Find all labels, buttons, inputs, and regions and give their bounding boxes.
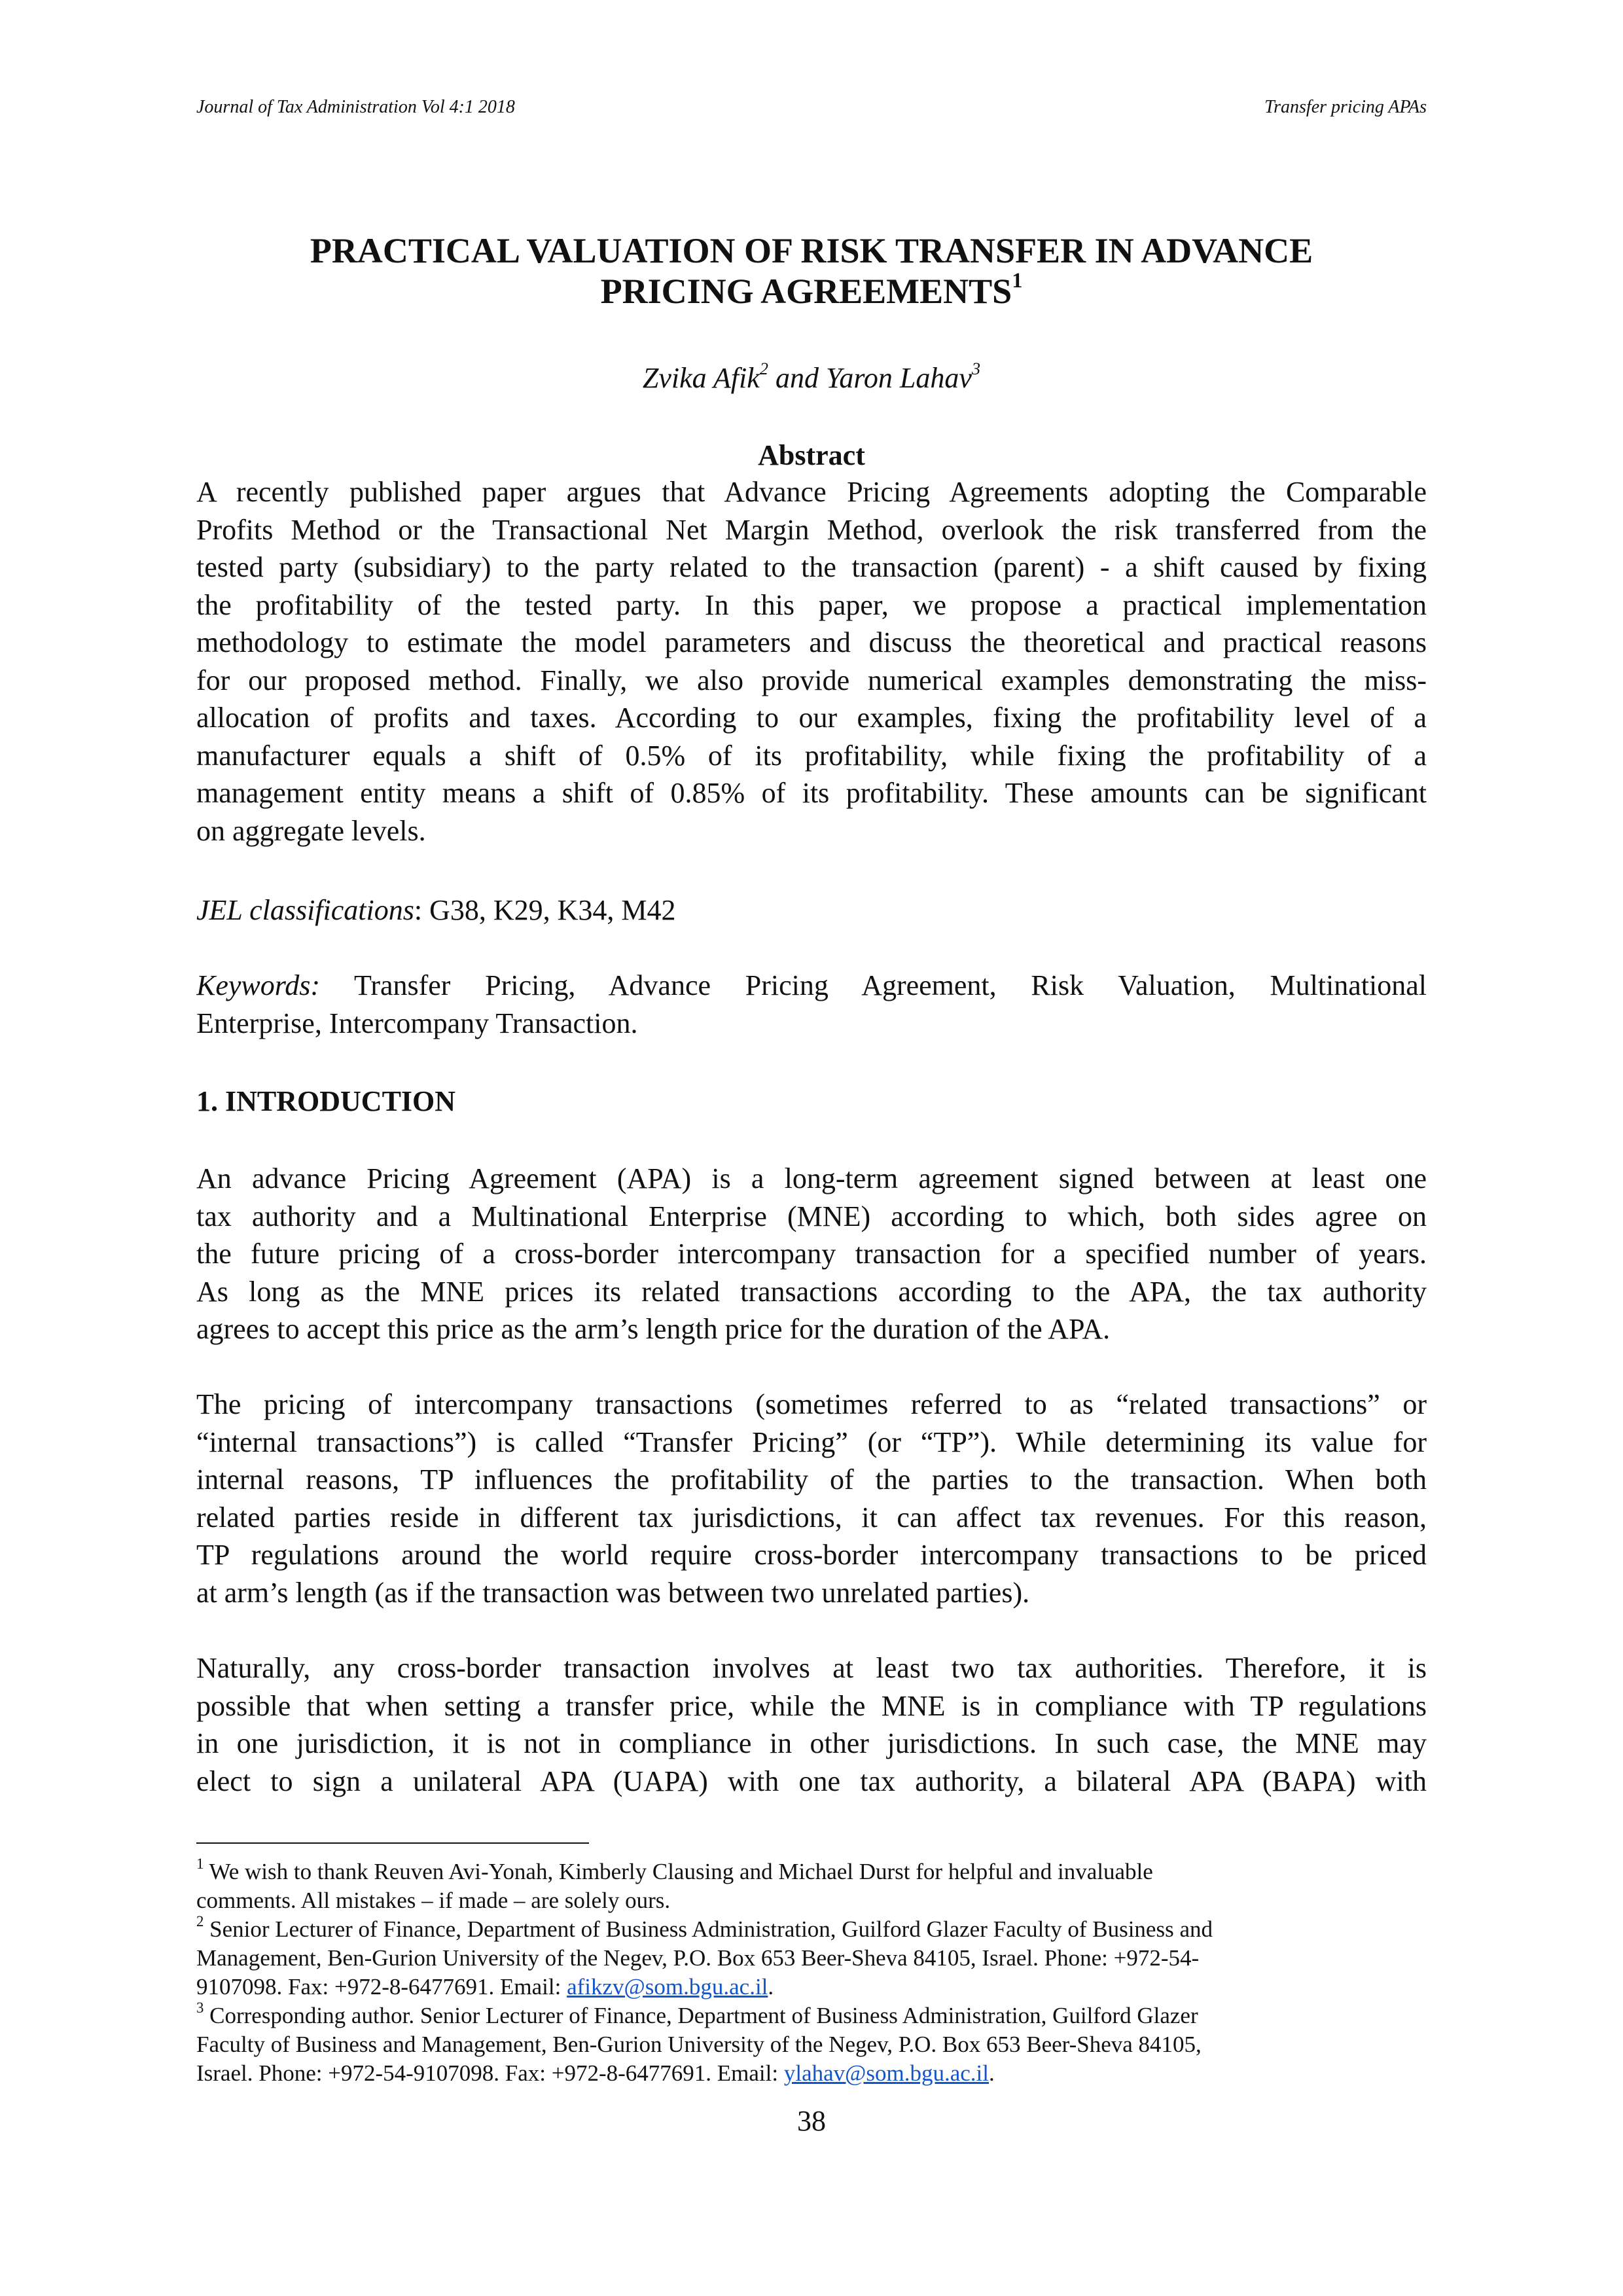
section-heading-introduction: 1. INTRODUCTION [196,1085,456,1117]
author-name: Zvika Afik [642,362,760,394]
intro-paragraph-1 [196,1160,1427,1348]
footnote-1 [196,1857,1427,1915]
intro-paragraph-2 [196,1386,1427,1611]
abstract-line: Profits Method or the Transactional Net Margin Method, overlook the risk transferred from the [196,513,1427,546]
title-line-2-text: PRICING AGREEMENTS [600,272,1012,311]
intro-paragraph-3 [196,1649,1427,1800]
title-line-2 [196,271,1427,312]
abstract-line: A recently published paper argues that Advance Pricing Agreements adopting the Comparable [196,476,1427,508]
paragraph-line: elect to sign a unilateral APA (UAPA) with one tax authority, a bilateral APA (BAPA) with [196,1765,1427,1797]
footnote-line: Faculty of Business and Management, Ben-Gurion University of the Negev, P.O. Box 653 Beer-Sheva 84105, [196,2032,1202,2057]
paragraph-line: the future pricing of a cross-border intercompany transaction for a specified number of years. [196,1238,1427,1270]
paragraph-line: tax authority and a Multinational Enterprise (MNE) according to which, both sides agree on [196,1200,1427,1232]
paragraph-line: possible that when setting a transfer price, while the MNE is in compliance with TP regulations [196,1689,1427,1722]
abstract-line: on aggregate levels. [196,814,426,847]
footnote-mark: 2 [196,1912,204,1929]
author-list [196,360,1427,397]
paragraph-line: Naturally, any cross-border transaction involves at least two tax authorities. Therefore, it is [196,1652,1427,1684]
footnote-separator [196,1842,589,1844]
footnote-line [196,1857,1427,1886]
footnote-text: . [768,1974,774,2000]
keywords [196,967,1427,1042]
footnote-2 [196,1912,1427,2001]
abstract-line: for our proposed method. Finally, we also provide numerical examples demonstrating the miss- [196,664,1427,696]
paragraph-line: As long as the MNE prices its related transactions according to the APA, the tax authority [196,1275,1427,1308]
footnote-line: comments. All mistakes – if made – are solely ours. [196,1888,671,1913]
keywords-line [196,967,1427,1005]
abstract-line: management entity means a shift of 0.85% of its profitability. These amounts can be significant [196,777,1427,809]
paragraph-line: internal reasons, TP influences the profitability of the parties to the transaction. When both [196,1463,1427,1496]
footnote-3 [196,2001,1427,2088]
footnote-line: Management, Ben-Gurion University of the Negev, P.O. Box 653 Beer-Sheva 84105, Israel. Phone: +972-54- [196,1945,1200,1971]
footnote-mark: 3 [196,1999,204,2016]
paragraph-line: An advance Pricing Agreement (APA) is a long-term agreement signed between at least one [196,1162,1427,1194]
abstract-heading: Abstract [758,439,865,471]
keywords-text: Transfer Pricing, Advance Pricing Agreement, Risk Valuation, Multinational [320,969,1427,1001]
paragraph-line: in one jurisdiction, it is not in compliance in other jurisdictions. In such case, the MNE may [196,1727,1427,1759]
paper-title [196,230,1427,312]
email-link[interactable]: afikzv@som.bgu.ac.il [567,1974,768,2000]
footnote-text: We wish to thank Reuven Avi-Yonah, Kimberly Clausing and Michael Durst for helpful and invaluable [204,1859,1153,1884]
author-conjunction: and [768,362,826,394]
paragraph-line: related parties reside in different tax jurisdictions, it can affect tax revenues. For this reason, [196,1501,1427,1534]
paragraph-line: at arm’s length (as if the transaction was between two unrelated parties). [196,1576,1030,1609]
author-footnote-mark[interactable]: 2 [759,359,768,379]
paragraph-line: TP regulations around the world require cross-border intercompany transactions to be priced [196,1539,1427,1571]
title-footnote-mark[interactable]: 1 [1012,269,1023,293]
abstract-line: the profitability of the tested party. In this paper, we propose a practical implementation [196,588,1427,621]
title-line-1: PRACTICAL VALUATION OF RISK TRANSFER IN ADVANCE [310,231,1313,270]
page-number: 38 [797,2105,826,2137]
jel-label: JEL classifications [196,894,414,926]
footnote-line [196,2001,1427,2030]
paragraph-line: “internal transactions”) is called “Transfer Pricing” (or “TP”). While determining its value for [196,1426,1427,1458]
keywords-line: Enterprise, Intercompany Transaction. [196,1007,638,1039]
abstract-line: allocation of profits and taxes. According to our examples, fixing the profitability level of a [196,702,1427,734]
abstract-line: manufacturer equals a shift of 0.5% of its profitability, while fixing the profitability of a [196,739,1427,772]
keywords-label: Keywords: [196,969,321,1001]
jel-codes: : G38, K29, K34, M42 [414,894,676,926]
footnote-text: Israel. Phone: +972-54-9107098. Fax: +972-8-6477691. Email: [196,2060,784,2086]
journal-citation: Journal of Tax Administration Vol 4:1 2018 [196,97,515,117]
footnote-text: Corresponding author. Senior Lecturer of Finance, Department of Business Administration, Guilford Glazer [204,2003,1198,2028]
running-header [196,97,1427,123]
abstract-body [196,473,1427,850]
footnote-text: . [988,2060,995,2086]
footnote-mark: 1 [196,1855,204,1872]
footnote-text: Senior Lecturer of Finance, Department of Business Administration, Guilford Glazer Faculty of Business and [204,1916,1213,1942]
paragraph-line: agrees to accept this price as the arm’s length price for the duration of the APA. [196,1313,1111,1345]
footnote-text: 9107098. Fax: +972-8-6477691. Email: [196,1974,567,2000]
footnote-line [196,1912,1427,1944]
jel-classifications [196,891,1427,929]
footnote-line [196,2059,1427,2088]
paragraph-line: The pricing of intercompany transactions (sometimes referred to as “related transactions” or [196,1388,1427,1420]
running-title: Transfer pricing APAs [1264,97,1427,117]
abstract-line: methodology to estimate the model parameters and discuss the theoretical and practical reasons [196,626,1427,658]
footnote-line [196,1973,1427,2001]
author-footnote-mark[interactable]: 3 [971,359,981,379]
email-link[interactable]: ylahav@som.bgu.ac.il [783,2060,989,2086]
abstract-line: tested party (subsidiary) to the party related to the transaction (parent) - a shift caused by fixing [196,551,1427,583]
author-name: Yaron Lahav [825,362,972,394]
